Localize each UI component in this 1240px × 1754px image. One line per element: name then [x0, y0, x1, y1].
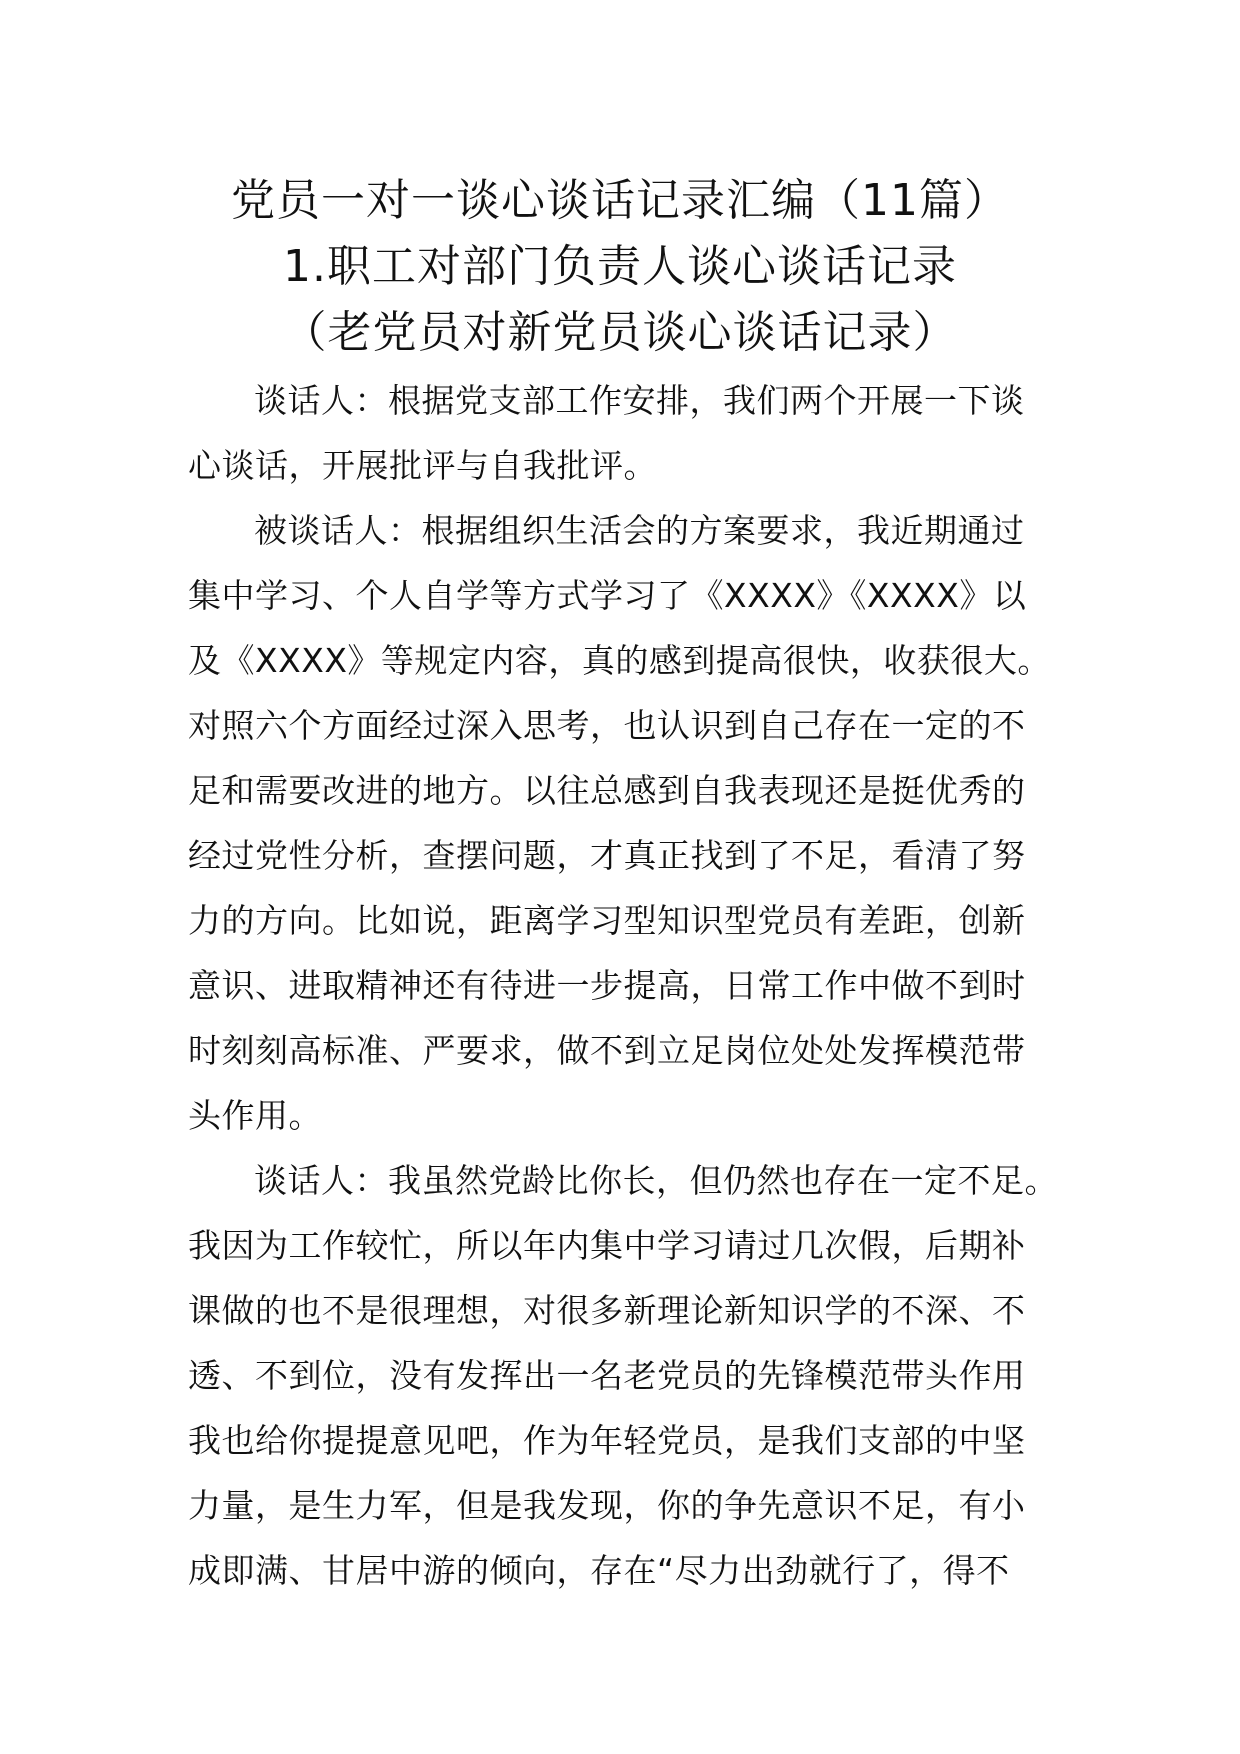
paragraph-line: 头作用。: [188, 1096, 322, 1135]
paragraph-line: 足和需要改进的地方。以往总感到自我表现还是挺优秀的: [188, 771, 1026, 810]
paragraph-line: 成即满、甘居中游的倾向，存在“尽力出劲就行了，得不: [188, 1551, 1010, 1590]
paragraph-line: 力量，是生力军，但是我发现，你的争先意识不足，有小: [188, 1486, 1026, 1525]
paragraph-line: 我也给你提提意见吧，作为年轻党员，是我们支部的中坚: [188, 1421, 1026, 1460]
paragraph-line: 意识、进取精神还有待进一步提高，日常工作中做不到时: [188, 966, 1026, 1005]
paragraph-line: 力的方向。比如说，距离学习型知识型党员有差距，创新: [188, 901, 1026, 940]
paragraph-line: 我因为工作较忙，所以年内集中学习请过几次假，后期补: [188, 1226, 1026, 1265]
paragraph-line: 被谈话人：根据组织生活会的方案要求，我近期通过: [254, 511, 1025, 550]
document-title: 党员一对一谈心谈话记录汇编（11篇）: [231, 175, 1009, 226]
paragraph-line: 经过党性分析，查摆问题，才真正找到了不足，看清了努: [188, 836, 1026, 875]
document-body: [188, 368, 1088, 1603]
paragraph-line: 谈话人：我虽然党龄比你长，但仍然也存在一定不足。: [254, 1161, 1058, 1200]
paragraph-line: 及《XXXX》等规定内容，真的感到提高很快，收获很大。: [188, 641, 1051, 680]
paragraph-line: 谈话人：根据党支部工作安排，我们两个开展一下谈: [254, 381, 1025, 420]
paragraph-line: 集中学习、个人自学等方式学习了《XXXX》《XXXX》以: [188, 576, 1027, 615]
section-subtitle: （老党员对新党员谈心谈话记录）: [282, 307, 958, 358]
section-title: 1.职工对部门负责人谈心谈话记录: [283, 241, 957, 292]
paragraph-line: 时刻刻高标准、严要求，做不到立足岗位处处发挥模范带: [188, 1031, 1026, 1070]
paragraph-line: 心谈话，开展批评与自我批评。: [188, 446, 657, 485]
paragraph-line: 课做的也不是很理想，对很多新理论新知识学的不深、不: [188, 1291, 1026, 1330]
paragraph-line: 对照六个方面经过深入思考，也认识到自己存在一定的不: [188, 706, 1026, 745]
paragraph-line: 透、不到位，没有发挥出一名老党员的先锋模范带头作用: [188, 1356, 1026, 1395]
document-title-block: [0, 168, 1240, 366]
